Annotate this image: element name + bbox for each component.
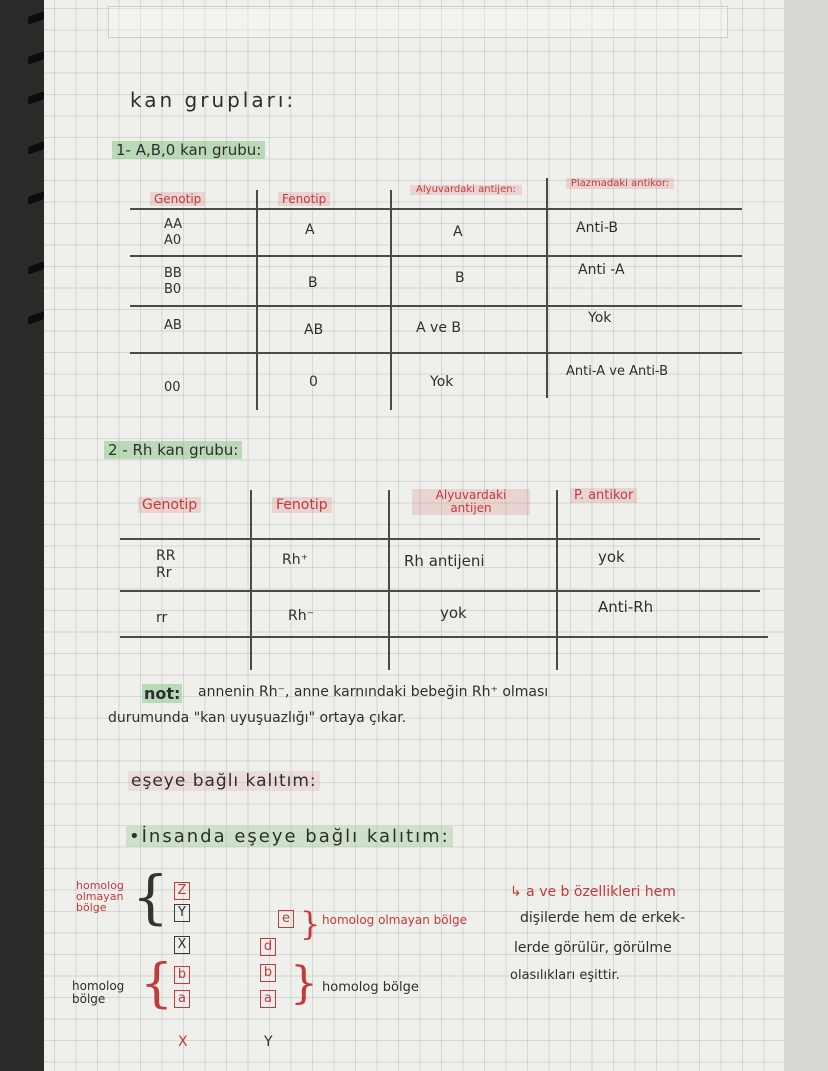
s1-row1-genotip: AA A0: [164, 217, 183, 248]
right-text-line3: lerde görülür, görülme: [514, 940, 672, 956]
s1-row4-antikor: Anti-A ve Anti-B: [566, 364, 669, 379]
s2-header-antikor: P. antikor: [570, 488, 637, 503]
s1-header-antikor: Plazmadaki antikor:: [566, 178, 674, 189]
table-vline: [546, 178, 548, 398]
s2-row1-antikor: yok: [598, 548, 625, 566]
s1-header-antijen: Alyuvardaki antijen:: [410, 185, 522, 195]
binding-ring: [28, 261, 44, 275]
x-gene-b: b: [174, 966, 190, 984]
right-text-line2: dişilerde hem de erkek-: [520, 910, 686, 926]
s1-row1-antikor: Anti-B: [576, 220, 618, 236]
s2-row1-genotip: RR Rr: [156, 548, 176, 581]
s1-row3-genotip: AB: [164, 318, 182, 333]
table-line: [120, 538, 760, 540]
page-edge: [784, 0, 828, 1071]
note-line1: annenin Rh⁻, anne karnındaki bebeğin Rh⁺ olması: [198, 684, 549, 700]
mid-brace-top: }: [300, 905, 321, 943]
table-line: [130, 255, 742, 257]
s1-row3-antikor: Yok: [588, 310, 612, 326]
y-gene-e: e: [278, 910, 294, 928]
s2-row2-antijen: yok: [440, 604, 467, 622]
y-chromosome-label: Y: [264, 1034, 273, 1050]
s1-header-fenotip: Fenotip: [278, 192, 330, 206]
right-text-line4: olasılıkları eşittir.: [510, 968, 620, 983]
s2-row1-fenotip: Rh⁺: [282, 552, 308, 568]
section2-heading: 2 - Rh kan grubu:: [104, 441, 242, 459]
mid-brace-bottom: }: [290, 958, 318, 1009]
binding-ring: [28, 51, 44, 65]
s1-row1-antijen: A: [453, 224, 463, 240]
table-vline: [388, 490, 390, 670]
left-brace-top: {: [132, 863, 169, 931]
s2-header-fenotip: Fenotip: [272, 497, 332, 513]
table-line: [120, 590, 760, 592]
page-title: kan grupları:: [130, 88, 297, 112]
mid-label-nonhomolog: homolog olmayan bölge: [322, 913, 467, 927]
right-text-line1: ↳ a ve b özellikleri hem: [510, 884, 676, 900]
x-gene-y: Y: [174, 904, 190, 922]
s2-row1-antijen: Rh antijeni: [404, 552, 485, 570]
s2-header-genotip: Genotip: [138, 497, 201, 513]
left-label-nonhomolog: homolog olmayan bölge: [76, 879, 124, 914]
binding-ring: [28, 311, 44, 325]
notebook-binding: [0, 0, 48, 1071]
s2-row2-genotip: rr: [156, 610, 168, 626]
table-vline: [256, 190, 258, 410]
section1-heading: 1- A,B,0 kan grubu:: [112, 141, 265, 159]
binding-ring: [28, 191, 44, 205]
s1-row3-fenotip: AB: [304, 322, 324, 338]
binding-ring: [28, 11, 44, 25]
x-chromosome-label: X: [178, 1034, 188, 1050]
left-brace-bottom: {: [140, 954, 174, 1014]
s1-row2-fenotip: B: [308, 275, 318, 291]
s1-header-genotip: Genotip: [150, 192, 205, 206]
x-gene-a: a: [174, 990, 190, 1008]
s1-row3-antijen: A ve B: [416, 320, 461, 336]
s1-row2-genotip: BB B0: [164, 266, 182, 297]
x-gene-z: Z: [174, 882, 190, 900]
table-vline: [556, 490, 558, 670]
y-gene-b: b: [260, 964, 276, 982]
y-gene-d: d: [260, 938, 276, 956]
s1-row4-antijen: Yok: [430, 374, 454, 390]
binding-ring: [28, 91, 44, 105]
x-gene-x: X: [174, 936, 190, 954]
s1-row4-genotip: 00: [164, 380, 181, 395]
s2-row2-antikor: Anti-Rh: [598, 598, 654, 616]
section3-heading: eşeye bağlı kalıtım:: [128, 771, 320, 791]
binding-ring: [28, 141, 44, 155]
note-line2: durumunda "kan uyuşuazlığı" ortaya çıkar.: [108, 710, 407, 726]
table-line: [130, 305, 742, 307]
s1-row4-fenotip: 0: [309, 374, 318, 390]
top-paper-strip: [108, 6, 728, 38]
table-vline: [250, 490, 252, 670]
s1-row1-fenotip: A: [305, 222, 315, 238]
s1-row2-antikor: Anti -A: [578, 262, 625, 278]
table-line: [130, 208, 742, 210]
s1-row2-antijen: B: [455, 270, 465, 286]
y-gene-a: a: [260, 990, 276, 1008]
table-line: [120, 636, 768, 638]
left-label-homolog: homolog bölge: [72, 979, 125, 1006]
s2-row2-fenotip: Rh⁻: [288, 608, 314, 624]
s2-header-antijen: Alyuvardaki antijen: [412, 489, 530, 515]
table-vline: [390, 190, 392, 410]
table-line: [130, 352, 742, 354]
section3-subheading: •İnsanda eşeye bağlı kalıtım:: [126, 826, 453, 847]
note-label: not:: [144, 684, 181, 703]
mid-label-homolog: homolog bölge: [322, 980, 419, 995]
